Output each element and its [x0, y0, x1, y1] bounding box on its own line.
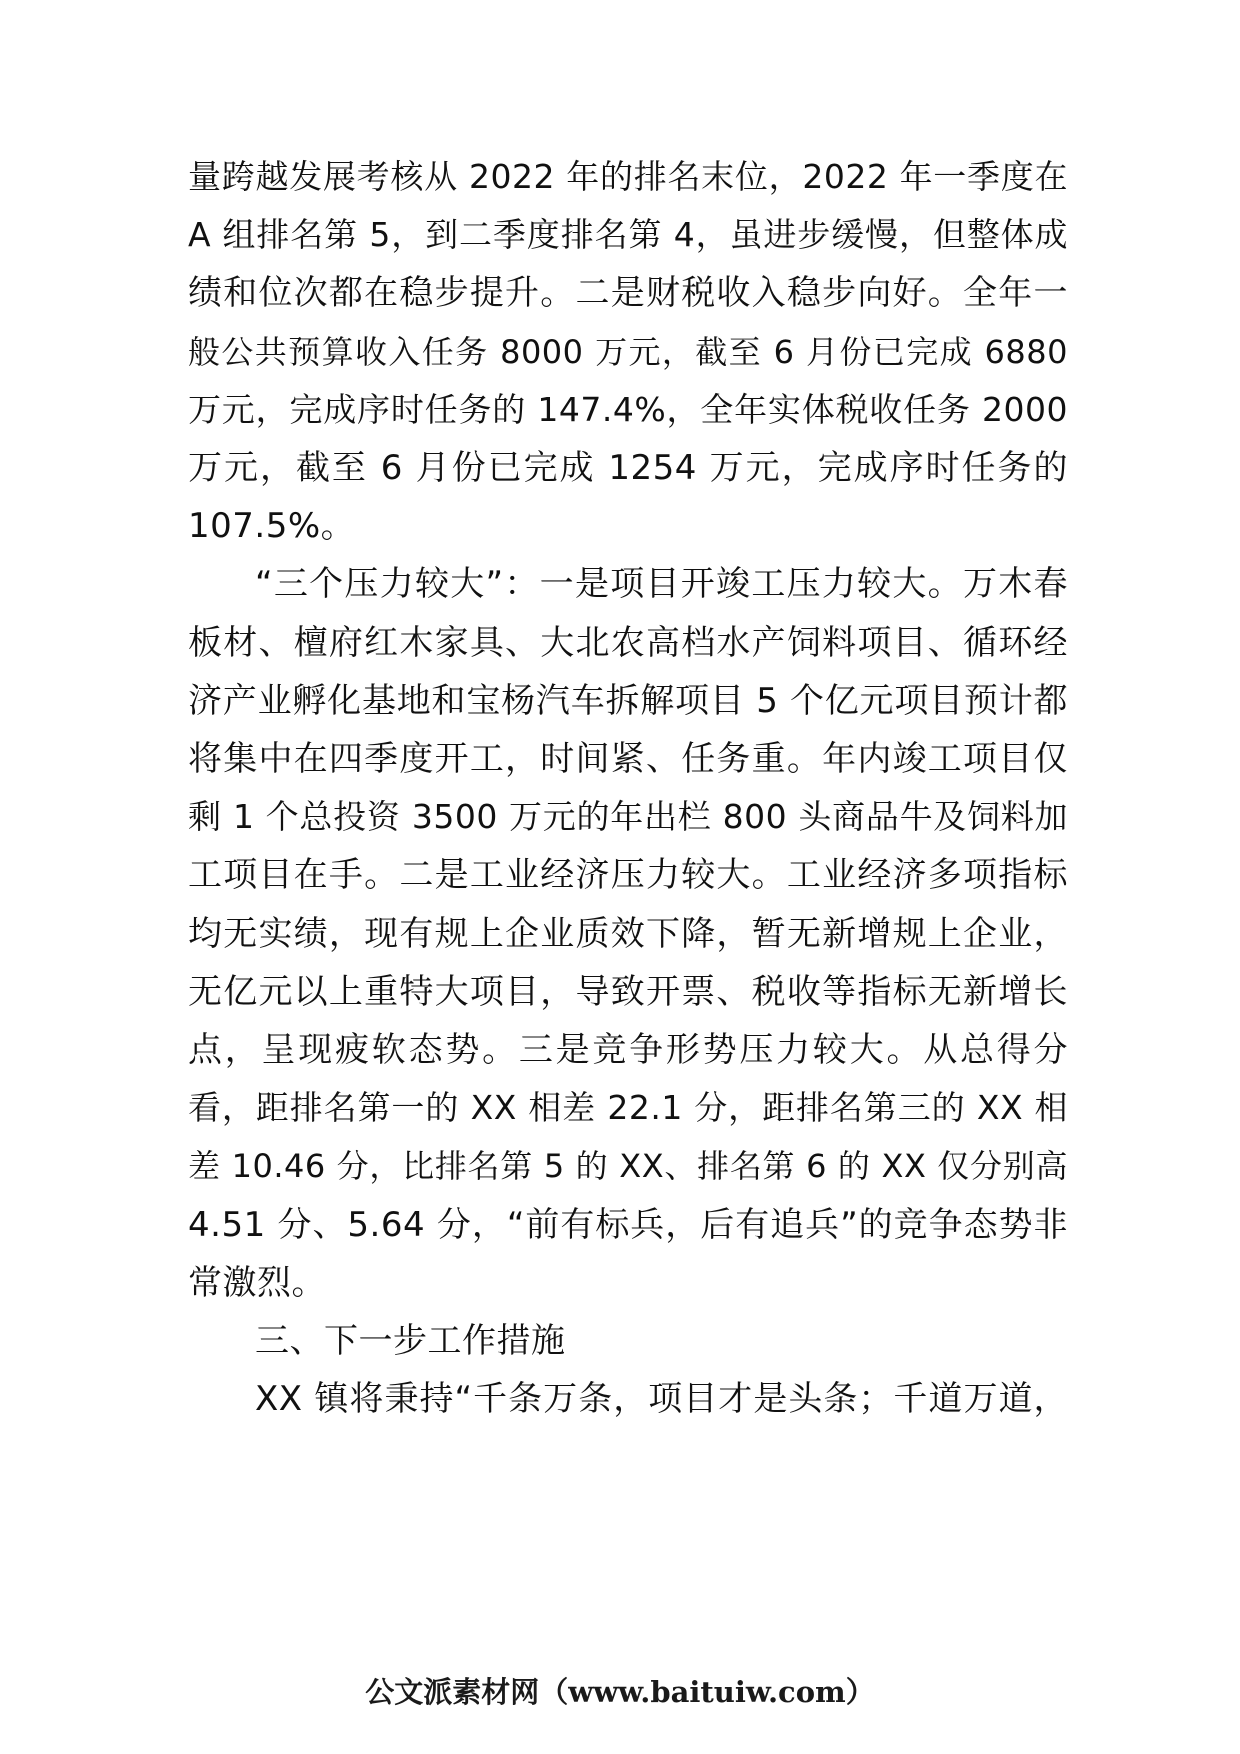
text-line: 万元，完成序时任务的 147.4%，全年实体税收任务 2000: [188, 390, 1068, 429]
text-line: 济产业孵化基地和宝杨汽车拆解项目 5 个亿元项目预计都: [188, 681, 1068, 721]
text-line: XX 镇将秉持“千条万条，项目才是头条；千道万道，: [255, 1379, 1068, 1419]
text-line: 剩 1 个总投资 3500 万元的年出栏 800 头商品牛及饲料加: [188, 797, 1068, 836]
text-line: 万元，截至 6 月份已完成 1254 万元，完成序时任务的: [188, 448, 1068, 488]
text-line: 均无实绩，现有规上企业质效下降，暂无新增规上企业，: [188, 914, 1068, 954]
text-line: 将集中在四季度开工，时间紧、任务重。年内竣工项目仅: [188, 739, 1068, 779]
text-line: 量跨越发展考核从 2022 年的排名末位，2022 年一季度在: [188, 157, 1068, 196]
text-line: 绩和位次都在稳步提升。二是财税收入稳步向好。全年一: [188, 273, 1068, 313]
text-line: 107.5%。: [188, 506, 356, 546]
text-line: 无亿元以上重特大项目，导致开票、税收等指标无新增长: [188, 972, 1068, 1012]
text-line: A 组排名第 5，到二季度排名第 4，虽进步缓慢，但整体成: [188, 215, 1068, 254]
section-heading: 三、下一步工作措施: [255, 1321, 566, 1361]
text-line: “三个压力较大”：一是项目开竣工压力较大。万木春: [255, 564, 1068, 604]
text-line: 看，距排名第一的 XX 相差 22.1 分，距排名第三的 XX 相: [188, 1088, 1068, 1127]
text-line: 常激烈。: [188, 1263, 326, 1303]
footer-watermark: 公文派素材网（www.baituiw.com）: [365, 1675, 875, 1709]
text-line: 差 10.46 分，比排名第 5 的 XX、排名第 6 的 XX 仅分别高: [188, 1147, 1068, 1185]
text-line: 板材、檀府红木家具、大北农高档水产饲料项目、循环经: [188, 623, 1068, 663]
text-line: 点，呈现疲软态势。三是竞争形势压力较大。从总得分: [188, 1030, 1068, 1070]
text-line: 4.51 分、5.64 分，“前有标兵，后有追兵”的竞争态势非: [188, 1205, 1068, 1245]
text-line: 般公共预算收入任务 8000 万元，截至 6 月份已完成 6880: [188, 333, 1068, 371]
text-line: 工项目在手。二是工业经济压力较大。工业经济多项指标: [188, 855, 1068, 895]
